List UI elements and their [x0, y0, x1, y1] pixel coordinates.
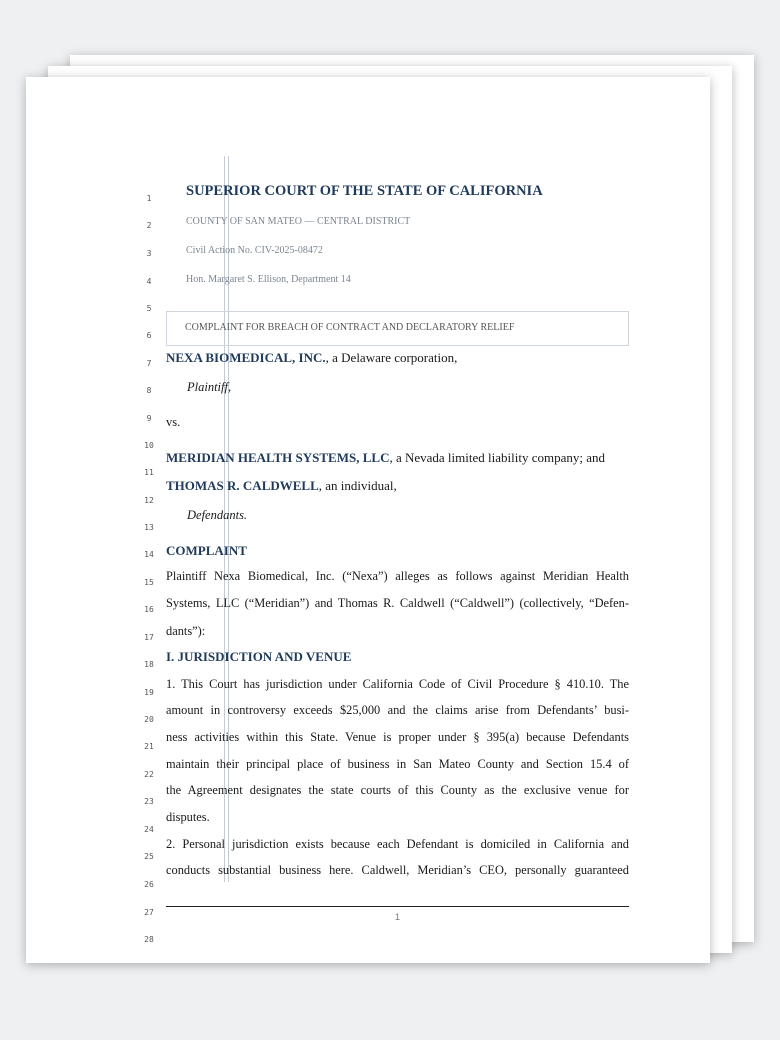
defendant-2-name: THOMAS R. CALDWELL	[166, 478, 319, 493]
line-number: 26	[144, 880, 154, 889]
line-number: 24	[144, 825, 154, 834]
line-number: 7	[146, 359, 152, 368]
case-number: Civil Action No. CIV-2025-08472	[186, 245, 323, 256]
complaint-caption: COMPLAINT FOR BREACH OF CONTRACT AND DECLARATORY RELIEF	[185, 322, 515, 333]
defendant-2-description: , an individual,	[318, 478, 397, 493]
line-number: 9	[146, 414, 152, 423]
line-number: 6	[146, 331, 152, 340]
line-number: 23	[144, 797, 154, 806]
body-line: 1. This Court has jurisdiction under California Code of Civil Procedure § 410.10. The	[166, 677, 629, 691]
body-line: dants”):	[166, 624, 206, 638]
line-number: 22	[144, 770, 154, 779]
case-caption-box	[166, 311, 629, 346]
line-number: 27	[144, 908, 154, 917]
line-number: 3	[146, 249, 152, 258]
line-number: 25	[144, 852, 154, 861]
page-number: 1	[394, 912, 400, 922]
line-number: 18	[144, 660, 154, 669]
line-number: 13	[144, 523, 154, 532]
footer-rule	[166, 906, 629, 907]
complaint-heading: COMPLAINT	[166, 543, 247, 558]
line-number: 1	[146, 194, 152, 203]
line-number: 14	[144, 550, 154, 559]
line-number: 4	[146, 277, 152, 286]
plaintiff-name: NEXA BIOMEDICAL, INC.	[166, 350, 326, 365]
body-line: conducts substantial business here. Caldwell, Meridian’s CEO, personally guaranteed	[166, 863, 629, 877]
body-line: maintain their principal place of business in San Mateo County and Section 15.4 of	[166, 757, 629, 771]
line-number: 5	[146, 304, 152, 313]
line-number: 17	[144, 633, 154, 642]
defendant-1-name: MERIDIAN HEALTH SYSTEMS, LLC	[166, 450, 390, 465]
versus: vs.	[166, 415, 181, 429]
judge-assignment: Hon. Margaret S. Ellison, Department 14	[186, 274, 351, 285]
line-number: 19	[144, 688, 154, 697]
line-number: 20	[144, 715, 154, 724]
body-line: disputes.	[166, 810, 210, 824]
court-name: SUPERIOR COURT OF THE STATE OF CALIFORNIA	[186, 183, 543, 199]
body-line: the Agreement designates the state courts of this County as the exclusive venue for	[166, 783, 629, 797]
line-number: 2	[146, 221, 152, 230]
plaintiff-line	[166, 350, 457, 366]
defendant-2-line	[166, 478, 397, 494]
defendant-1-line	[166, 450, 605, 466]
defendant-1-description: , a Nevada limited liability company; and	[389, 450, 605, 465]
document-page	[26, 77, 710, 963]
line-number: 8	[146, 386, 152, 395]
section-heading: I. JURISDICTION AND VENUE	[166, 649, 352, 664]
body-line: Systems, LLC (“Meridian”) and Thomas R. Caldwell (“Caldwell”) (collectively, “Defen-	[166, 596, 629, 610]
court-county: COUNTY OF SAN MATEO — CENTRAL DISTRICT	[186, 216, 411, 227]
body-line: Plaintiff Nexa Biomedical, Inc. (“Nexa”) alleges as follows against Meridian Health	[166, 569, 629, 583]
line-number: 15	[144, 578, 154, 587]
body-line: 2. Personal jurisdiction exists because each Defendant is domiciled in California and	[166, 837, 629, 851]
line-number: 11	[144, 468, 154, 477]
line-number: 16	[144, 605, 154, 614]
defendant-role: Defendants.	[187, 508, 248, 522]
body-line: amount in controversy exceeds $25,000 and the claims arise from Defendants’ busi-	[166, 703, 629, 717]
line-number: 12	[144, 496, 154, 505]
line-number: 28	[144, 935, 154, 944]
line-number: 10	[144, 441, 154, 450]
line-number: 21	[144, 742, 154, 751]
body-line: ness activities within this State. Venue is proper under § 395(a) because Defendants	[166, 730, 629, 744]
plaintiff-role: Plaintiff,	[187, 380, 232, 394]
plaintiff-description: , a Delaware corporation,	[325, 350, 458, 365]
